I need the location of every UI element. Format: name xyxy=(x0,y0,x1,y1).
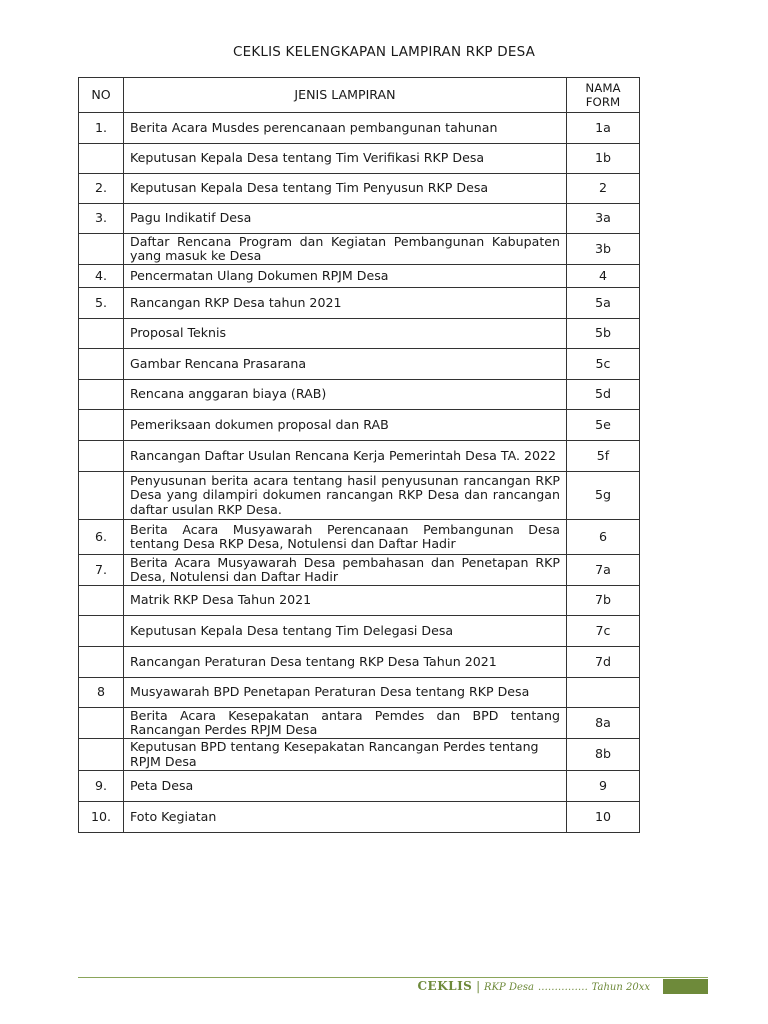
row-no xyxy=(79,616,124,647)
row-no: 5. xyxy=(79,288,124,319)
row-nama-form xyxy=(567,678,640,708)
row-jenis-lampiran: Berita Acara Musyawarah Perencanaan Pembangunan Desa tentang Desa RKP Desa, Notulensi dan Daftar Hadir xyxy=(124,520,567,555)
row-no: 6. xyxy=(79,520,124,555)
table-row xyxy=(79,678,640,708)
table-row xyxy=(79,708,640,739)
checklist-table xyxy=(78,77,640,833)
row-no xyxy=(79,319,124,349)
table-row xyxy=(79,586,640,616)
row-nama-form: 5a xyxy=(567,288,640,319)
row-jenis-lampiran: Pemeriksaan dokumen proposal dan RAB xyxy=(124,410,567,441)
header-nama-form: NAMA FORM xyxy=(567,78,640,113)
row-jenis-lampiran: Rancangan Daftar Usulan Rencana Kerja Pemerintah Desa TA. 2022 xyxy=(124,441,567,472)
row-no: 10. xyxy=(79,802,124,833)
row-no xyxy=(79,144,124,174)
table-row xyxy=(79,771,640,802)
footer-caption xyxy=(418,979,651,993)
table-row xyxy=(79,265,640,288)
row-no: 8 xyxy=(79,678,124,708)
row-jenis-lampiran: Rancangan Peraturan Desa tentang RKP Desa Tahun 2021 xyxy=(124,647,567,678)
table-header-row xyxy=(79,78,640,113)
table-row xyxy=(79,739,640,771)
row-nama-form: 5e xyxy=(567,410,640,441)
row-no: 9. xyxy=(79,771,124,802)
row-jenis-lampiran: Proposal Teknis xyxy=(124,319,567,349)
row-no xyxy=(79,739,124,771)
row-nama-form: 2 xyxy=(567,174,640,204)
row-no xyxy=(79,708,124,739)
row-nama-form: 7c xyxy=(567,616,640,647)
row-nama-form: 8a xyxy=(567,708,640,739)
row-nama-form: 3b xyxy=(567,234,640,265)
row-jenis-lampiran: Foto Kegiatan xyxy=(124,802,567,833)
row-no xyxy=(79,441,124,472)
row-jenis-lampiran: Keputusan Kepala Desa tentang Tim Penyusun RKP Desa xyxy=(124,174,567,204)
row-no xyxy=(79,349,124,380)
row-jenis-lampiran: Keputusan Kepala Desa tentang Tim Verifikasi RKP Desa xyxy=(124,144,567,174)
table-row xyxy=(79,802,640,833)
table-row xyxy=(79,349,640,380)
row-nama-form: 5d xyxy=(567,380,640,410)
row-jenis-lampiran: Musyawarah BPD Penetapan Peraturan Desa tentang RKP Desa xyxy=(124,678,567,708)
row-nama-form: 5f xyxy=(567,441,640,472)
row-nama-form: 5g xyxy=(567,472,640,520)
row-jenis-lampiran: Daftar Rencana Program dan Kegiatan Pembangunan Kabupaten yang masuk ke Desa xyxy=(124,234,567,265)
table-row xyxy=(79,174,640,204)
table-row xyxy=(79,204,640,234)
row-jenis-lampiran: Pagu Indikatif Desa xyxy=(124,204,567,234)
row-nama-form: 10 xyxy=(567,802,640,833)
row-nama-form: 5c xyxy=(567,349,640,380)
row-nama-form: 7b xyxy=(567,586,640,616)
row-jenis-lampiran: Pencermatan Ulang Dokumen RPJM Desa xyxy=(124,265,567,288)
table-row xyxy=(79,113,640,144)
row-nama-form: 4 xyxy=(567,265,640,288)
table-row xyxy=(79,520,640,555)
table-row xyxy=(79,410,640,441)
table-row xyxy=(79,380,640,410)
table-row xyxy=(79,472,640,520)
row-nama-form: 9 xyxy=(567,771,640,802)
row-no: 7. xyxy=(79,555,124,586)
row-no xyxy=(79,472,124,520)
row-no: 3. xyxy=(79,204,124,234)
table-row xyxy=(79,616,640,647)
row-jenis-lampiran: Rancangan RKP Desa tahun 2021 xyxy=(124,288,567,319)
footer-label: CEKLIS xyxy=(417,979,473,993)
row-nama-form: 6 xyxy=(567,520,640,555)
row-no xyxy=(79,234,124,265)
footer-doc: RKP Desa xyxy=(484,982,534,993)
table-row xyxy=(79,555,640,586)
table-row xyxy=(79,288,640,319)
row-nama-form: 1b xyxy=(567,144,640,174)
row-nama-form: 5b xyxy=(567,319,640,349)
table-row xyxy=(79,441,640,472)
row-nama-form: 7a xyxy=(567,555,640,586)
row-jenis-lampiran: Peta Desa xyxy=(124,771,567,802)
row-jenis-lampiran: Rencana anggaran biaya (RAB) xyxy=(124,380,567,410)
row-jenis-lampiran: Keputusan Kepala Desa tentang Tim Delegasi Desa xyxy=(124,616,567,647)
footer-year: Tahun 20xx xyxy=(591,982,650,993)
document-title: CEKLIS KELENGKAPAN LAMPIRAN RKP DESA xyxy=(232,44,536,60)
row-jenis-lampiran: Gambar Rencana Prasarana xyxy=(124,349,567,380)
row-no xyxy=(79,410,124,441)
footer-dots: …………… xyxy=(537,982,588,993)
row-nama-form: 7d xyxy=(567,647,640,678)
row-jenis-lampiran: Matrik RKP Desa Tahun 2021 xyxy=(124,586,567,616)
row-jenis-lampiran: Penyusunan berita acara tentang hasil penyusunan rancangan RKP Desa yang dilampiri dokumen rancangan RKP Desa dan rancangan daftar usulan RKP Desa. xyxy=(124,472,567,520)
footer-accent-block xyxy=(663,979,708,994)
header-no: NO xyxy=(79,78,124,113)
row-nama-form: 8b xyxy=(567,739,640,771)
footer-divider xyxy=(78,977,708,978)
table-row xyxy=(79,319,640,349)
row-nama-form: 1a xyxy=(567,113,640,144)
row-no xyxy=(79,647,124,678)
row-nama-form: 3a xyxy=(567,204,640,234)
row-no: 4. xyxy=(79,265,124,288)
row-jenis-lampiran: Berita Acara Musdes perencanaan pembangunan tahunan xyxy=(124,113,567,144)
row-jenis-lampiran: Keputusan BPD tentang Kesepakatan Rancangan Perdes tentang RPJM Desa xyxy=(124,739,567,771)
table-row xyxy=(79,144,640,174)
table-row xyxy=(79,647,640,678)
row-no: 2. xyxy=(79,174,124,204)
row-jenis-lampiran: Berita Acara Kesepakatan antara Pemdes dan BPD tentang Rancangan Perdes RPJM Desa xyxy=(124,708,567,739)
row-no: 1. xyxy=(79,113,124,144)
header-jenis-lampiran: JENIS LAMPIRAN xyxy=(124,78,567,113)
row-no xyxy=(79,586,124,616)
footer-separator: | xyxy=(476,979,481,993)
row-jenis-lampiran: Berita Acara Musyawarah Desa pembahasan dan Penetapan RKP Desa, Notulensi dan Daftar Hadir xyxy=(124,555,567,586)
row-no xyxy=(79,380,124,410)
table-row xyxy=(79,234,640,265)
